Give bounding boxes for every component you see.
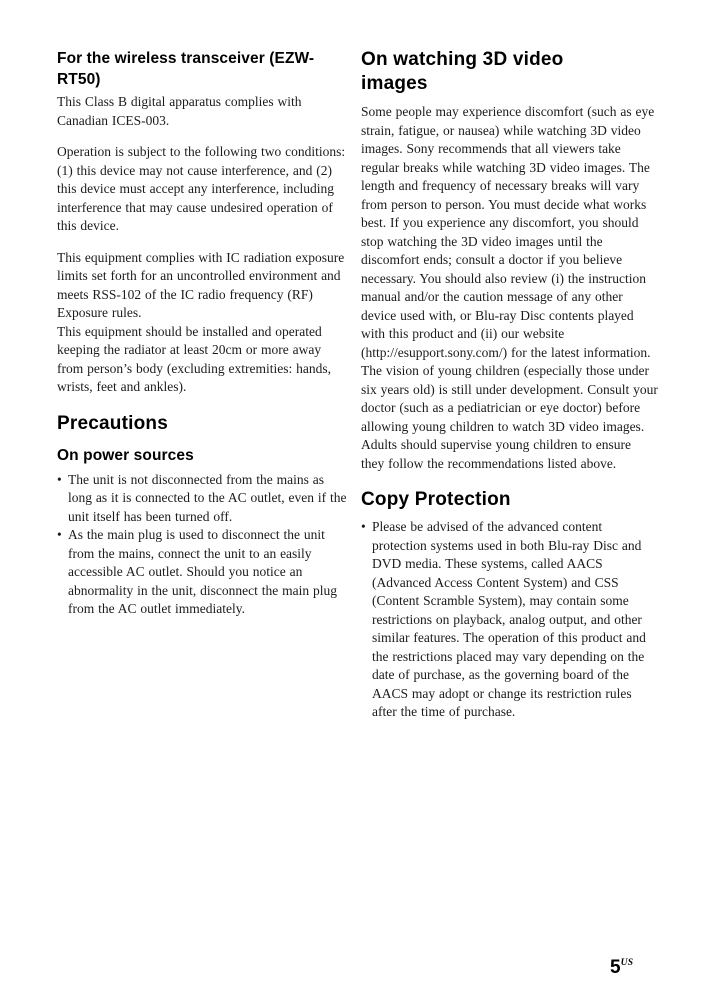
paragraph-operation-conditions: Operation is subject to the following two conditions: (1) this device may not cause interference, and (2) this device must accept any interference, including interference that may cause undesired operation of this device. bbox=[57, 144, 346, 233]
paragraph-adults-supervise: Adults should supervise young children to ensure they follow the recommendations listed above. bbox=[361, 437, 631, 471]
paragraph-ic-exposure: This equipment complies with IC radiation exposure limits set forth for an uncontrolled environment and meets RSS-102 of the IC radio frequency (RF) Exposure rules. bbox=[57, 249, 345, 320]
list-item-power-2 bbox=[57, 526, 349, 619]
paragraph-ices: This Class B digital apparatus complies with Canadian ICES-003. bbox=[57, 94, 302, 128]
left-column bbox=[57, 48, 349, 619]
list-item-power-1 bbox=[57, 471, 349, 527]
paragraph-radiator: This equipment should be installed and operated keeping the radiator at least 20cm or more away from person’s body (excluding extremities: hands, wrists, feet and ankles). bbox=[57, 323, 331, 394]
right-column bbox=[361, 48, 658, 722]
list-item-copy-protection bbox=[361, 518, 658, 722]
page-region-suffix: US bbox=[620, 958, 634, 968]
heading-wireless-transceiver: For the wireless transceiver (EZW-RT50) bbox=[57, 50, 315, 88]
page-number bbox=[610, 957, 633, 979]
bullet-icon: • bbox=[57, 527, 62, 542]
heading-3d-video: On watching 3D video images bbox=[361, 49, 564, 94]
heading-power-sources: On power sources bbox=[57, 446, 194, 464]
paragraph-3d-discomfort: Some people may experience discomfort (such as eye strain, fatigue, or nausea) while watching 3D video images. Sony recommends that all viewers take regular breaks while watching 3D video images. The length and frequency of necessary breaks will vary from person to person. You must decide what works best. If you experience any discomfort, you should stop watching the 3D video images until the discomfort ends; consult a doctor if you believe necessary. You should also review (i) the instruction manual and/or the caution message of any other device used with, or Blu-ray Disc contents played with this product and (ii) our website (http://esupport.sony.com/) for the latest information. The vision of young children (especially those under six years old) is still under development. Consult your doctor (such as a pediatrician or eye doctor) before allowing young children to watch 3D video images. bbox=[361, 104, 658, 434]
heading-precautions: Precautions bbox=[57, 412, 168, 434]
list-item-text: As the main plug is used to disconnect the unit from the mains, connect the unit to an easily accessible AC outlet. Should you notice an abnormality in the unit, disconnect the main plug from the AC outlet immediately. bbox=[68, 527, 337, 616]
list-item-text: The unit is not disconnected from the mains as long as it is connected to the AC outlet, even if the unit itself has been turned off. bbox=[68, 471, 347, 524]
bullet-icon: • bbox=[361, 519, 366, 534]
page-number-value: 5 bbox=[610, 957, 621, 978]
bullet-icon: • bbox=[57, 471, 62, 487]
list-item-text: Please be advised of the advanced content protection systems used in both Blu-ray Disc and DVD media. These systems, called AACS (Advanced Access Content System) and CSS (Content Scramble System), may contain some restrictions on playback, analog output, and other similar features. The operation of this product and the restrictions placed may vary depending on the date of purchase, as the governing board of the AACS may adopt or change its restriction rules after the time of purchase. bbox=[372, 519, 646, 719]
heading-copy-protection: Copy Protection bbox=[361, 489, 511, 510]
